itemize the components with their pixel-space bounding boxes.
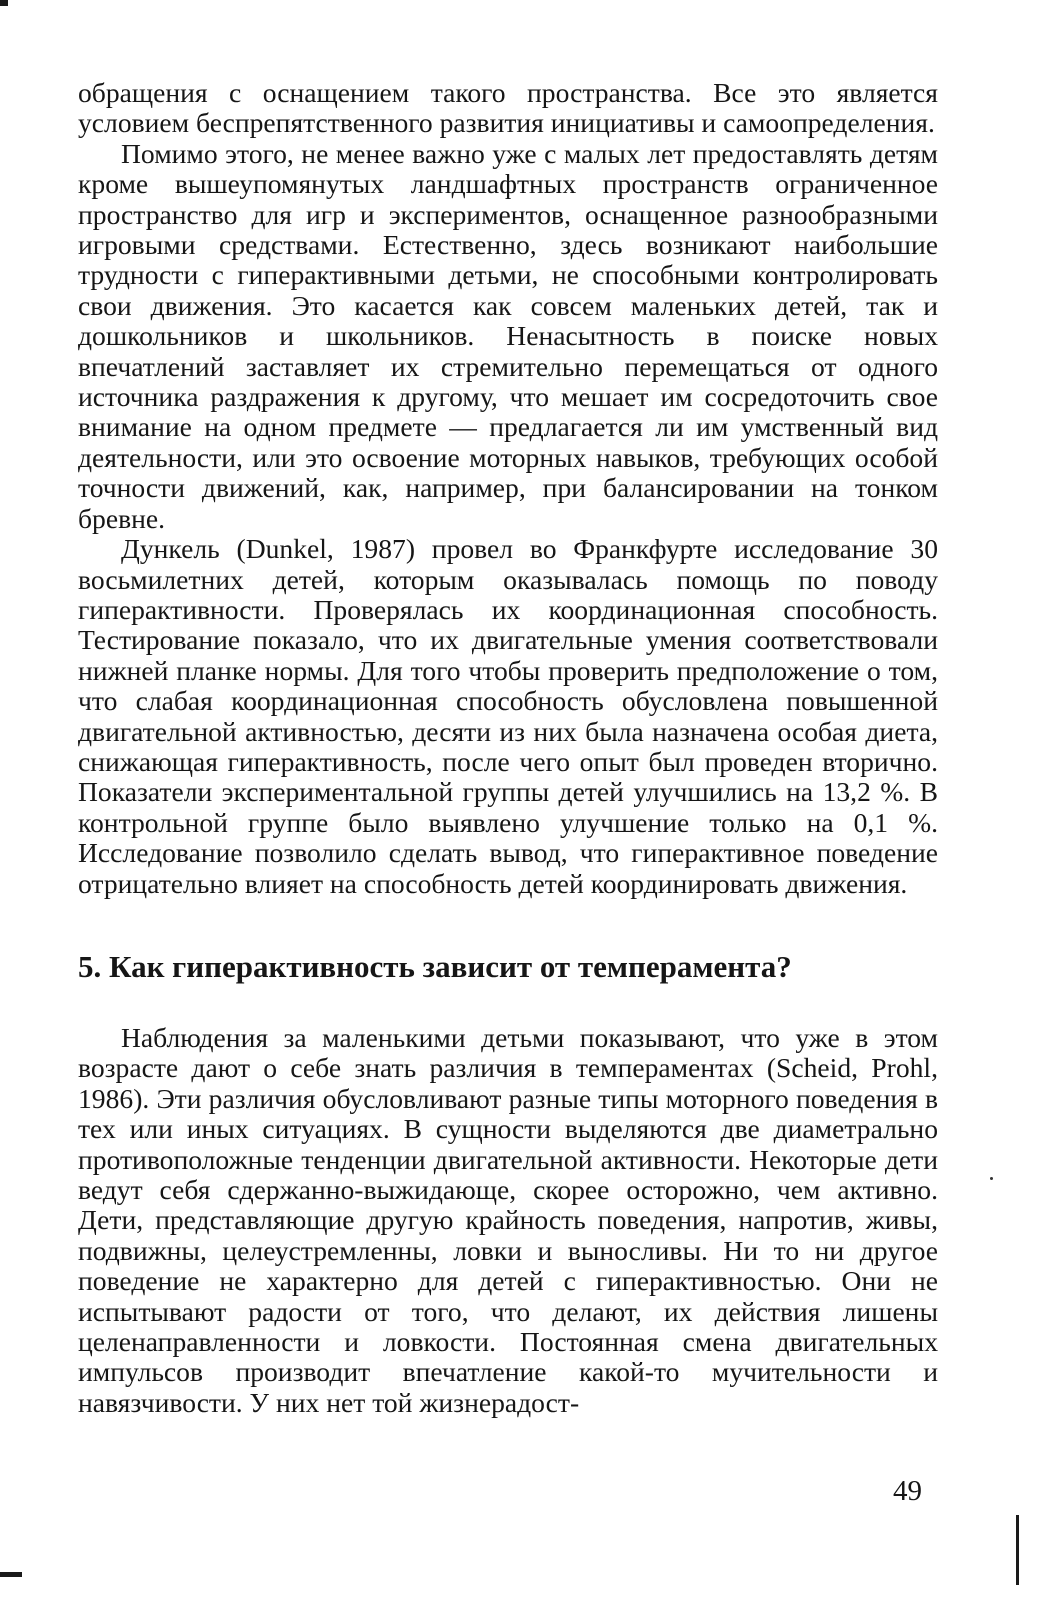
paragraph-continued: обращения с оснащением такого пространства. Все это является условием беспрепятственного развития инициативы и самоопределения.: [78, 77, 938, 139]
paragraph-temperament: Наблюдения за маленькими детьми показывают, что уже в этом возрасте дают о себе знать различия в темпераментах (Scheid, Prohl, 1986). Эти различия обусловливают разные типы моторного поведения в тех или иных ситуациях. В сущности выделяются две диаметрально противоположные тенденции двигательной активности. Некоторые дети ведут себя сдержанно-выжидающе, скорее осторожно, чем активно. Дети, представляющие другую крайность поведения, напротив, живы, подвижны, целеустремленны, ловки и выносливы. Ни то ни другое поведение не характерно для детей с гиперактивностью. Они не испытывают радости от того, что делают, их действия лишены целенаправленности и ловкости. Постоянная смена двигательных импульсов производит впечатление какой-то мучительности и навязчивости. У них нет той жизнерадост-: [78, 1021, 938, 1418]
paragraph-play-space: Помимо этого, не менее важно уже с малых лет предоставлять детям кроме вышеупомянутых ландшафтных пространств ограниченное пространство для игр и экспериментов, оснащенное разнообразными игровыми средствами. Естественно, здесь возникают наибольшие трудности с гиперактивными детьми, не способными контролировать свои движения. Это касается как совсем маленьких детей, так и дошкольников и школьников. Ненасытность в поиске новых впечатлений заставляет их стремительно перемещаться от одного источника раздражения к другому, что мешает им сосредоточить свое внимание на одном предмете — предлагается ли им умственный вид деятельности, или это освоение моторных навыков, требующих особой точности движений, как, например, при балансировании на тонком бревне.: [78, 137, 938, 534]
scan-bottom-mark: [0, 1572, 22, 1577]
page-body: [78, 78, 938, 1418]
paragraph-dunkel-study: Дункель (Dunkel, 1987) провел во Франкфурте исследование 30 восьмилетних детей, которым оказывалась помощь по поводу гиперактивности. Проверялась их координационная способность. Тестирование показало, что их двигательные умения соответствовали нижней планке нормы. Для того чтобы проверить предположение о том, что слабая координационная способность обусловлена повышенной двигательной активностью, десяти из них была назначена особая диета, снижающая гиперактивность, после чего опыт был проведен вторично. Показатели экспериментальной группы детей улучшились на 13,2 %. В контрольной группе было выявлено улучшение только на 0,1 %. Исследование позволило сделать вывод, что гиперактивное поведение отрицательно влияет на способность детей координировать движения.: [78, 533, 938, 899]
scan-dust-dot: [990, 1177, 993, 1180]
scan-corner-mark: [0, 0, 8, 6]
section-heading: 5. Как гиперактивность зависит от темперамента?: [78, 948, 792, 984]
page-number: 49: [893, 1475, 922, 1507]
scan-edge-mark: [1016, 1515, 1019, 1585]
